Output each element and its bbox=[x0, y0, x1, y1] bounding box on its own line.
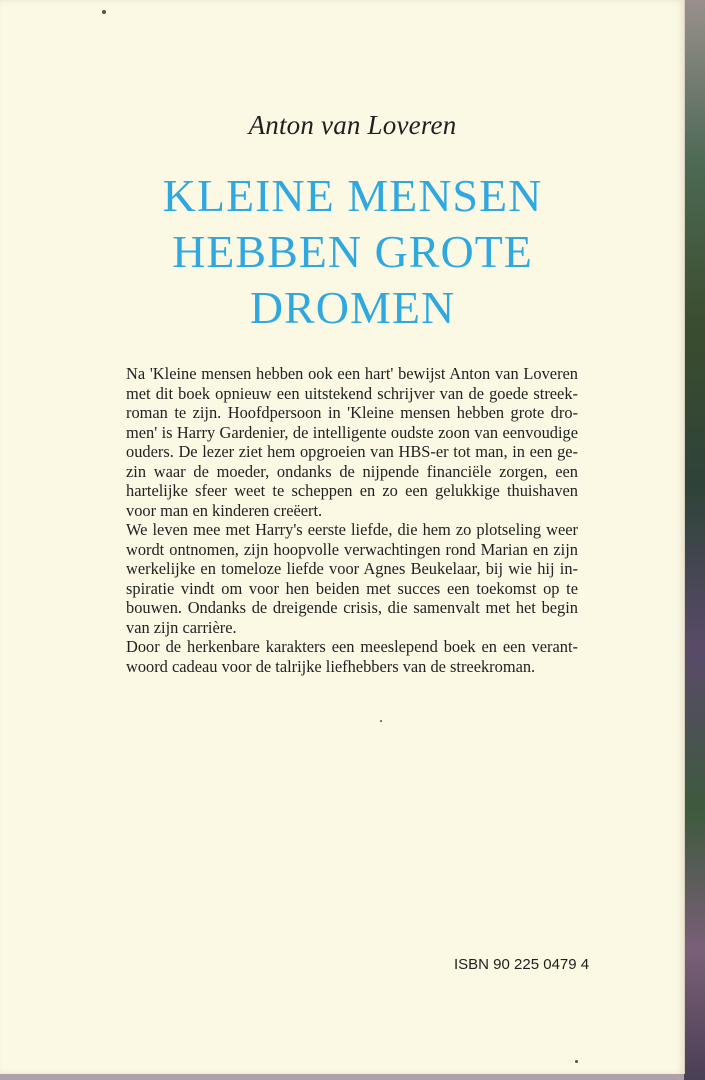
title-line: HEBBEN GROTE bbox=[172, 226, 533, 277]
title-line: DROMEN bbox=[249, 282, 456, 333]
author-name: Anton van Loveren bbox=[248, 110, 457, 140]
cover-bottom-edge bbox=[0, 1074, 684, 1080]
book-title bbox=[0, 168, 705, 336]
title-line: KLEINE MENSEN bbox=[162, 170, 543, 221]
blurb-paragraph: Door de herkenbare karakters een meeslepend boek en een verant-woord cadeau voor de talrijke liefhebbers van de streekroman. bbox=[126, 637, 578, 676]
paper-speck bbox=[102, 10, 106, 14]
paper-speck bbox=[380, 720, 382, 722]
blurb-paragraph: Na 'Kleine mensen hebben ook een hart' bewijst Anton van Loveren met dit boek opnieuw een uitstekend schrijver van de goede streek-roman te zijn. Hoofdpersoon in 'Kleine mensen hebben grote dro-men' is Harry Gardenier, de intelligente oudste zoon van eenvoudige ouders. De lezer ziet hem opgroeien van HBS-er tot man, in een ge-zin waar de moeder, ondanks de nijpende financiële zorgen, een hartelijke sfeer weet te scheppen en zo een gelukkige thuishaven voor man en kinderen creëert. bbox=[126, 364, 578, 520]
paper-speck bbox=[575, 1060, 578, 1063]
isbn-number: ISBN 90 225 0479 4 bbox=[454, 956, 590, 973]
blurb-text bbox=[126, 364, 578, 676]
blurb-paragraph: We leven mee met Harry's eerste liefde, die hem zo plotseling weer wordt ontnomen, zijn hoopvolle verwachtingen rond Marian en zijn werkelijke en tomeloze liefde voor Agnes Beukelaar, bij wie hij in-spiratie vindt om voor hen beiden met succes een toekomst op te bouwen. Ondanks de dreigende crisis, die samenvalt met het begin van zijn carrière. bbox=[126, 520, 578, 637]
